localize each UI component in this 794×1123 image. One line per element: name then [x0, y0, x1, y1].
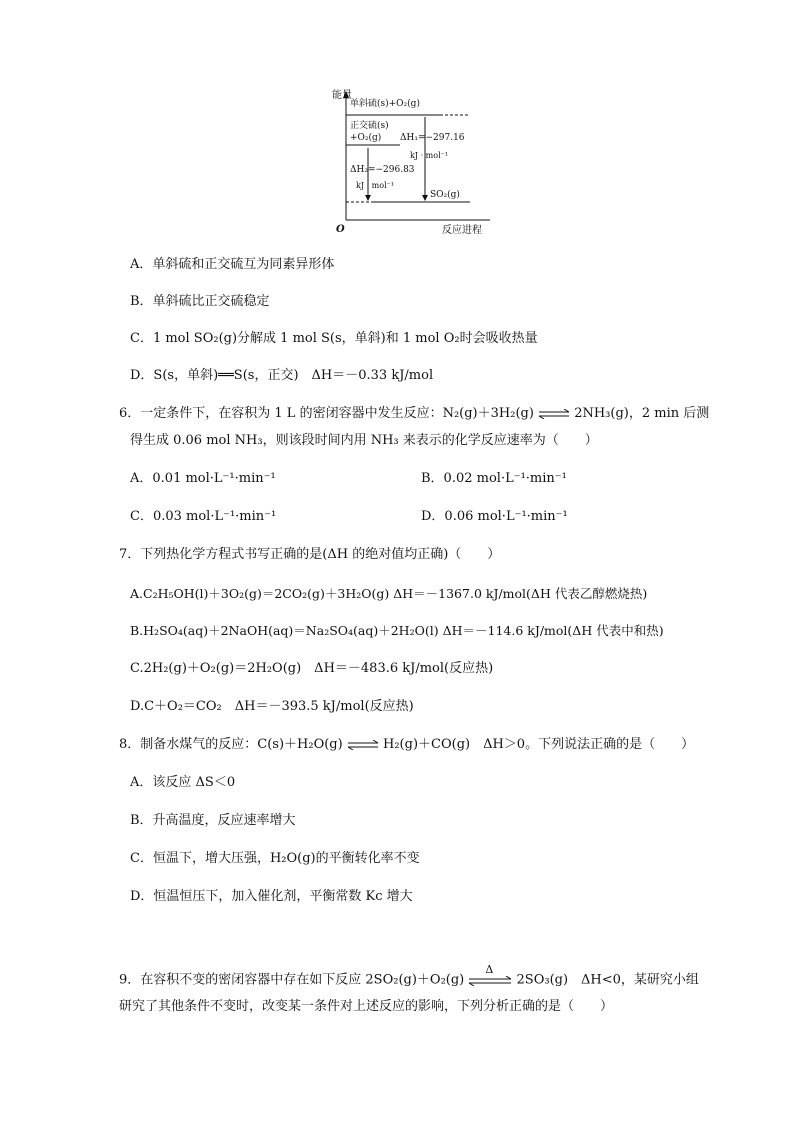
- q8-stem-part1: 8．制备水煤气的反应：C(s)＋H₂O(g): [119, 737, 343, 752]
- dh1-label-1: ΔH₁=−297.16: [400, 133, 465, 143]
- q9-stem-line2: 研究了其他条件不变时，改变某一条件对上述反应的影响，下列分析正确的是（ ）: [119, 999, 614, 1014]
- q6-stem-line1: [119, 405, 709, 423]
- q6-option-b: B．0.02 mol·L⁻¹·min⁻¹: [421, 471, 567, 486]
- dh1-arrowhead: [422, 195, 428, 201]
- energy-diagram-svg: [330, 88, 500, 238]
- dh1-label-2: kJ · mol⁻¹: [410, 151, 449, 160]
- q8-option-c: C．恒温下，增大压强，H₂O(g)的平衡转化率不变: [130, 851, 420, 866]
- q7-stem: 7．下列热化学方程式书写正确的是(ΔH 的绝对值均正确)（ ）: [119, 547, 501, 562]
- q7-option-b: B.H₂SO₄(aq)＋2NaOH(aq)＝Na₂SO₄(aq)＋2H₂O(l) ΔH＝－114.6 kJ/mol(ΔH 代表中和热): [130, 623, 664, 638]
- level-mid-label-2: +O₂(g): [350, 133, 382, 143]
- q6-stem-part2: 2NH₃(g)，2 min 后测: [574, 406, 710, 421]
- q5-option-a: A．单斜硫和正交硫互为同素异形体: [130, 257, 335, 272]
- q8-stem-part2: H₂(g)＋CO(g) ΔH＞0。下列说法正确的是（ ）: [383, 737, 695, 752]
- q9-stem-part1: 9．在容积不变的密闭容器中存在如下反应 2SO₂(g)＋O₂(g): [119, 972, 465, 988]
- q8-option-a: A．该反应 ΔS＜0: [130, 775, 236, 790]
- q8-option-b: B．升高温度，反应速率增大: [130, 813, 296, 828]
- dh2-arrowhead: [365, 195, 371, 201]
- q5-option-c: C．1 mol SO₂(g)分解成 1 mol S(s，单斜)和 1 mol O₂时会吸收热量: [130, 331, 538, 346]
- q8-stem: [119, 736, 694, 754]
- level-top-label: 单斜硫(s)+O₂(g): [350, 99, 420, 109]
- y-axis-label: 能量: [332, 90, 352, 101]
- heat-symbol: Δ: [485, 963, 494, 976]
- q7-option-c: C.2H₂(g)＋O₂(g)＝2H₂O(g) ΔH＝－483.6 kJ/mol(反应热): [130, 661, 494, 676]
- level-mid-label-1: 正交硫(s): [350, 121, 389, 131]
- dh2-label-1: ΔH₂=−296.83: [350, 165, 415, 175]
- q9-stem-line1: [119, 963, 699, 990]
- equilibrium-arrow-icon: [347, 740, 379, 750]
- q5-option-d: D．S(s，单斜)══S(s，正交) ΔH＝－0.33 kJ/mol: [130, 368, 434, 383]
- q6-option-c: C．0.03 mol·L⁻¹·min⁻¹: [130, 509, 277, 524]
- q6-option-d: D．0.06 mol·L⁻¹·min⁻¹: [421, 509, 568, 524]
- x-axis-label: 反应进程: [442, 225, 482, 236]
- equilibrium-arrow-icon: [468, 976, 512, 986]
- q6-stem-part1: 6．一定条件下，在容积为 1 L 的密闭容器中发生反应：N₂(g)＋3H₂(g): [119, 406, 534, 421]
- q7-option-d: D.C＋O₂＝CO₂ ΔH＝－393.5 kJ/mol(反应热): [130, 699, 414, 714]
- equilibrium-arrow-icon: [538, 409, 570, 419]
- q8-option-d: D．恒温恒压下，加入催化剂，平衡常数 Kc 增大: [130, 889, 413, 904]
- reversible-arrow-with-heat: [468, 963, 512, 989]
- q9-stem-part2: 2SO₃(g) ΔH<0，某研究小组: [516, 972, 699, 988]
- dh2-label-2: kJ · mol⁻¹: [356, 181, 395, 190]
- q7-option-a: A.C₂H₅OH(l)＋3O₂(g)＝2CO₂(g)＋3H₂O(g) ΔH＝－1367.0 kJ/mol(ΔH 代表乙醇燃烧热): [130, 586, 648, 601]
- origin-label: O: [336, 224, 345, 235]
- q5-option-b: B．单斜硫比正交硫稳定: [130, 294, 270, 309]
- energy-diagram: [330, 88, 500, 238]
- q6-option-a: A．0.01 mol·L⁻¹·min⁻¹: [130, 471, 276, 486]
- q6-stem-line2: 得生成 0.06 mol NH₃，则该段时间内用 NH₃ 来表示的化学反应速率为（ ）: [130, 433, 598, 448]
- level-bottom-label: SO₂(g): [430, 190, 460, 200]
